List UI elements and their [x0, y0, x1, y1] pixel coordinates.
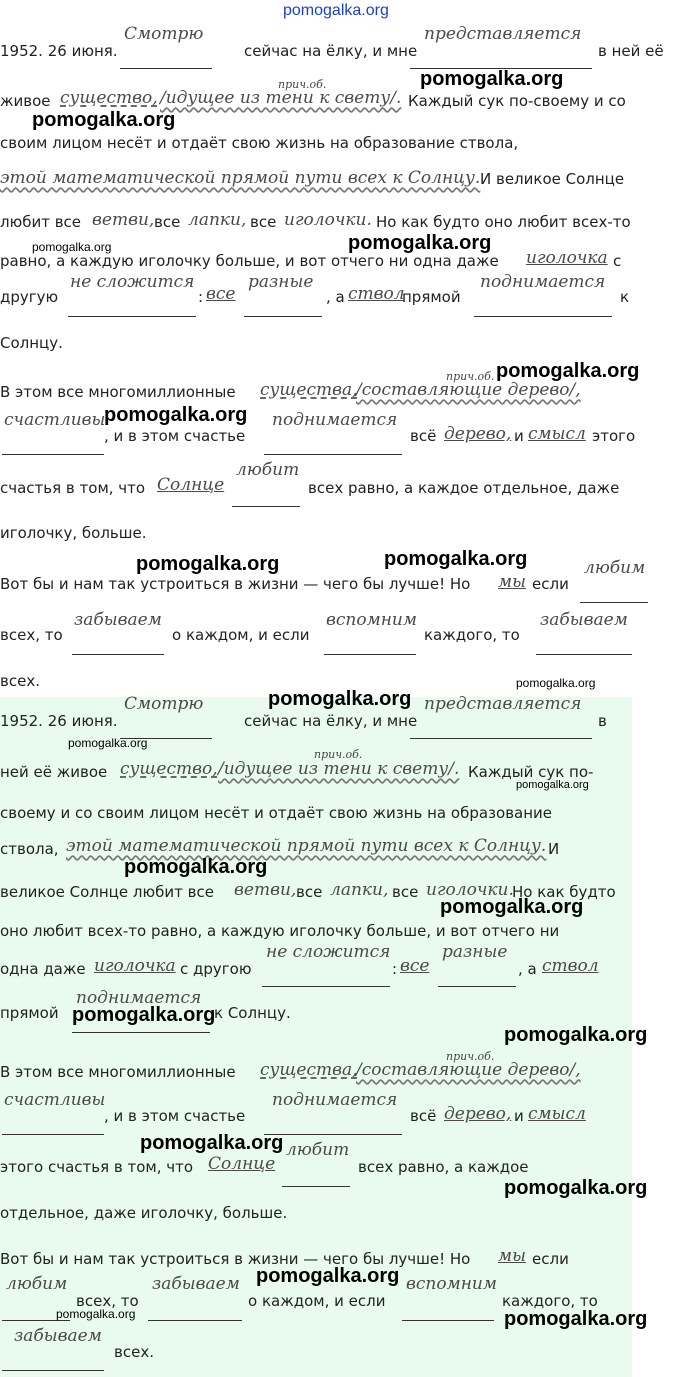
text: равно, а каждую иголочку больше, и вот отчего ни одна даже: [0, 252, 499, 270]
text: если: [532, 575, 569, 593]
blank-line: [148, 1320, 242, 1321]
handwritten-word: Смотрю: [124, 694, 204, 714]
text: отдельное, даже иголочку, больше.: [0, 1204, 288, 1222]
blank-line: [410, 738, 592, 739]
watermark: pomogalka.org: [504, 1177, 648, 1199]
handwritten-word: мы: [498, 572, 526, 592]
handwritten-word: мы: [498, 1246, 526, 1266]
watermark: pomogalka.org: [268, 688, 412, 710]
text: все: [154, 213, 181, 231]
handwritten-word: поднимается: [272, 1090, 398, 1110]
text: ствола,: [0, 840, 59, 858]
text: каждого, то: [424, 626, 520, 644]
handwritten-word: представляется: [424, 24, 582, 44]
annotation-prich-ob: прич.об.: [446, 370, 495, 383]
handwritten-word: лапки,: [330, 880, 389, 900]
text: ней её живое: [0, 763, 108, 781]
text: живое: [0, 92, 51, 110]
watermark: pomogalka.org: [32, 240, 112, 254]
handwritten-phrase: /идущее из тени к свету/.: [218, 759, 460, 779]
watermark: pomogalka.org: [516, 676, 596, 690]
handwritten-word: вспомним: [326, 610, 417, 630]
handwritten-word: ствол: [542, 956, 599, 976]
handwritten-word: Солнце: [157, 475, 225, 495]
watermark: pomogalka.org: [56, 1307, 136, 1321]
text: Вот бы и нам так устроиться в жизни — чего бы лучше! Но: [0, 575, 471, 593]
handwritten-word: ствол: [348, 284, 405, 304]
handwritten-word: поднимается: [272, 410, 398, 430]
text: всех, то: [0, 626, 63, 644]
text: все: [250, 213, 277, 231]
entry-date: 1952. 26 июня.: [0, 42, 118, 60]
watermark: pomogalka.org: [104, 404, 248, 426]
handwritten-word: любим: [584, 558, 646, 578]
text: этого счастья в том, что: [0, 1158, 194, 1176]
handwritten-word: не сложится: [70, 272, 195, 292]
watermark: pomogalka.org: [124, 856, 268, 878]
text: своему и со своим лицом несёт и отдаёт свою жизнь на образование: [0, 804, 553, 822]
handwritten-word: иголочка: [94, 956, 176, 976]
blank-line: [580, 602, 648, 603]
annotation-prich-ob: прич.об.: [314, 748, 363, 761]
text: своим лицом несёт и отдаёт свою жизнь на образование ствола,: [0, 134, 519, 152]
text: , и в этом счастье: [104, 427, 246, 445]
handwritten-phrase: этой математической прямой пути всех к Солнцу.: [66, 836, 547, 856]
handwritten-word: дерево,: [444, 1104, 512, 1124]
handwritten-word: забываем: [74, 610, 162, 630]
text: всех, то: [76, 1292, 139, 1310]
blank-line: [402, 1320, 494, 1321]
blank-line: [2, 1370, 104, 1371]
blank-line: [474, 316, 612, 317]
handwritten-word: поднимается: [76, 988, 202, 1008]
handwritten-word: существа,: [260, 1060, 358, 1080]
blank-line: [2, 454, 104, 455]
blank-line: [68, 316, 196, 317]
handwritten-word: разные: [442, 942, 508, 962]
handwritten-word: счастливы: [4, 410, 106, 430]
handwritten-word: забываем: [14, 1326, 102, 1346]
handwritten-word: все: [400, 956, 430, 976]
text: этого: [592, 427, 636, 445]
handwritten-phrase: этой математической прямой пути всех к Солнцу.: [0, 168, 481, 188]
watermark: pomogalka.org: [504, 1308, 648, 1330]
watermark: pomogalka.org: [348, 232, 492, 254]
watermark: pomogalka.org: [384, 548, 528, 570]
text: , а: [326, 288, 345, 306]
text: сейчас на ёлку, и мне: [244, 712, 418, 730]
handwritten-word: Смотрю: [124, 24, 204, 44]
handwritten-word: существо,: [60, 88, 158, 108]
handwritten-word: разные: [248, 272, 314, 292]
blank-line: [264, 1134, 402, 1135]
text: Вот бы и нам так устроиться в жизни — чего бы лучше! Но: [0, 1250, 471, 1268]
handwritten-word: вспомним: [406, 1274, 497, 1294]
handwritten-word: существо,: [120, 759, 218, 779]
blank-line: [120, 68, 212, 69]
blank-line: [282, 1186, 350, 1187]
watermark: pomogalka.org: [136, 553, 280, 575]
text: если: [532, 1250, 569, 1268]
handwritten-phrase: /идущее из тени к свету/.: [160, 88, 402, 108]
text: к Солнцу.: [214, 1004, 291, 1022]
watermark: pomogalka.org: [256, 1265, 400, 1287]
annotation-prich-ob: прич.об.: [278, 78, 327, 91]
handwritten-word: смысл: [528, 424, 586, 444]
text: Каждый сук по-своему и со: [408, 92, 626, 110]
handwritten-word: дерево,: [444, 424, 512, 444]
blank-line: [262, 986, 390, 987]
watermark: pomogalka.org: [32, 109, 176, 131]
text: :: [392, 960, 398, 978]
text: одна даже: [0, 960, 86, 978]
handwritten-word: забываем: [152, 1274, 240, 1294]
blank-line: [2, 1134, 104, 1135]
handwritten-word: лапки,: [188, 210, 247, 230]
blank-line: [438, 986, 516, 987]
text: всех.: [0, 672, 40, 690]
text: другую: [0, 288, 59, 306]
handwritten-word: любит: [236, 460, 300, 480]
text: всех.: [114, 1343, 154, 1361]
text: :: [198, 288, 204, 306]
blank-line: [536, 654, 632, 655]
text: В этом все многомиллионные: [0, 383, 236, 401]
text: сейчас на ёлку, и мне: [244, 42, 418, 60]
handwritten-word: не сложится: [266, 942, 391, 962]
text: всех равно, а каждое: [358, 1158, 529, 1176]
text: и: [514, 427, 524, 445]
annotation-prich-ob: прич.об.: [446, 1050, 495, 1063]
text: всё: [410, 1107, 437, 1125]
blank-line: [264, 454, 402, 455]
blank-line: [72, 1032, 210, 1033]
handwritten-word: поднимается: [480, 272, 606, 292]
handwritten-word: иголочки.: [284, 210, 372, 230]
text: иголочку, больше.: [0, 524, 147, 542]
watermark-top: pomogalka.org: [283, 2, 389, 19]
handwritten-word: Солнце: [208, 1154, 276, 1174]
handwritten-word: представляется: [424, 694, 582, 714]
text: Солнцу.: [0, 334, 63, 352]
text: с: [613, 252, 622, 270]
blank-line: [324, 654, 416, 655]
text: все: [296, 883, 323, 901]
watermark: pomogalka.org: [516, 779, 589, 791]
text: о каждом, и если: [172, 626, 310, 644]
blank-line: [244, 316, 322, 317]
watermark: pomogalka.org: [496, 360, 640, 382]
watermark: pomogalka.org: [420, 68, 564, 90]
watermark: pomogalka.org: [72, 1004, 216, 1026]
text: оно любит всех-то равно, а каждую иголочку больше, и вот отчего ни: [0, 922, 560, 940]
handwritten-word: ветви,: [234, 880, 297, 900]
watermark: pomogalka.org: [440, 896, 584, 918]
text: всех равно, а каждое отдельное, даже: [308, 479, 620, 497]
watermark: pomogalka.org: [504, 1024, 648, 1046]
text: Но как будто оно любит всех-то: [376, 213, 631, 231]
text: и: [514, 1107, 524, 1125]
text: о каждом, и если: [248, 1292, 386, 1310]
handwritten-word: забываем: [540, 610, 628, 630]
watermark: pomogalka.org: [68, 736, 148, 750]
text: в ней её: [598, 42, 664, 60]
handwritten-word: счастливы: [4, 1090, 106, 1110]
handwritten-word: смысл: [528, 1104, 586, 1124]
text: , а: [518, 960, 537, 978]
handwritten-word: иголочки.: [426, 880, 514, 900]
handwritten-word: любит: [286, 1140, 350, 1160]
watermark: pomogalka.org: [140, 1132, 284, 1154]
handwritten-word: существа,: [260, 380, 358, 400]
text: прямой: [402, 288, 461, 306]
text: И великое Солнце: [480, 170, 625, 188]
handwritten-word: ветви,: [92, 210, 155, 230]
text: великое Солнце любит все: [0, 883, 214, 901]
entry-date: 1952. 26 июня.: [0, 712, 118, 730]
handwritten-word: иголочка: [526, 248, 608, 268]
text: всё: [410, 427, 437, 445]
handwritten-phrase: /составляющие дерево/,: [356, 1060, 581, 1080]
handwritten-word: все: [206, 284, 236, 304]
handwritten-phrase: /составляющие дерево/,: [356, 380, 581, 400]
text: любит все: [0, 213, 82, 231]
text: Но как будто: [512, 883, 616, 901]
text: все: [392, 883, 419, 901]
text: в: [598, 712, 607, 730]
text: счастья в том, что: [0, 479, 146, 497]
blank-line: [232, 506, 300, 507]
blank-line: [72, 654, 164, 655]
text: с другою: [180, 960, 252, 978]
text: каждого, то: [502, 1292, 598, 1310]
text: к: [620, 288, 630, 306]
text: Каждый сук по-: [468, 763, 594, 781]
handwritten-word: любим: [6, 1274, 68, 1294]
text: В этом все многомиллионные: [0, 1063, 236, 1081]
text: И: [548, 840, 560, 858]
text: прямой: [0, 1004, 59, 1022]
text: , и в этом счастье: [104, 1107, 246, 1125]
